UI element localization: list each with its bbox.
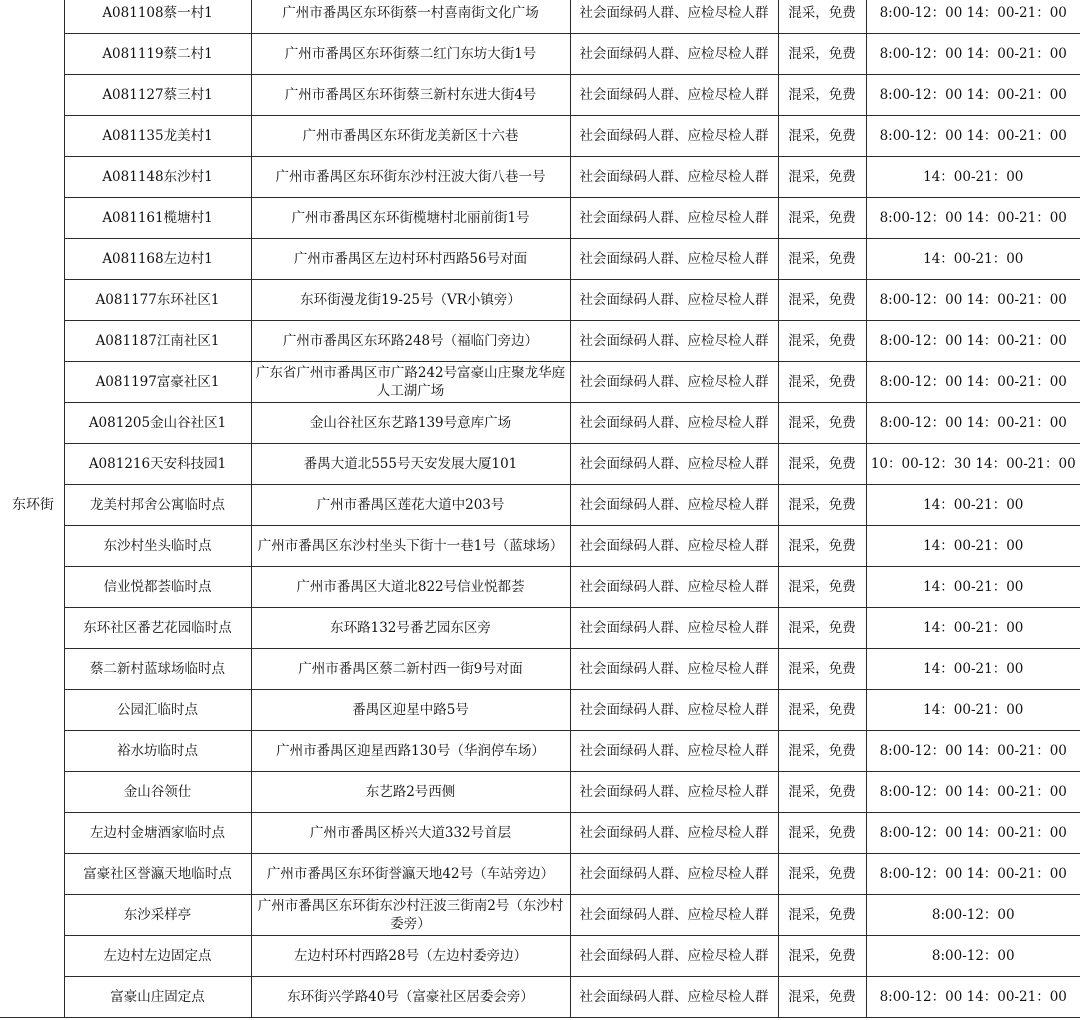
site-name-cell: 左边村左边固定点	[64, 936, 251, 977]
site-name-cell: A081177东环社区1	[64, 280, 251, 321]
service-hours-cell: 8:00-12：00 14：00-21：00	[866, 0, 1080, 34]
sampling-method-cell: 混采，免费	[778, 403, 866, 444]
service-hours-cell: 14：00-21：00	[866, 485, 1080, 526]
target-crowd-cell: 社会面绿码人群、应检尽检人群	[570, 649, 778, 690]
sampling-method-cell: 混采，免费	[778, 280, 866, 321]
table-row	[0, 854, 1080, 895]
site-name-cell: 富豪山庄固定点	[64, 977, 251, 1018]
address-cell: 广州市番禺区东沙村坐头下街十一巷1号（蓝球场）	[251, 526, 570, 567]
site-name-cell: A081168左边村1	[64, 239, 251, 280]
address-cell: 广州市番禺区东环街蔡三新村东进大街4号	[251, 75, 570, 116]
sampling-method-cell: 混采，免费	[778, 977, 866, 1018]
address-cell: 左边村环村西路28号（左边村委旁边）	[251, 936, 570, 977]
table-row	[0, 567, 1080, 608]
address-cell: 广州市番禺区迎星西路130号（华润停车场）	[251, 731, 570, 772]
table-row	[0, 772, 1080, 813]
sampling-method-cell: 混采，免费	[778, 485, 866, 526]
service-hours-cell: 14：00-21：00	[866, 157, 1080, 198]
sampling-method-cell: 混采，免费	[778, 567, 866, 608]
sampling-method-cell: 混采，免费	[778, 936, 866, 977]
service-hours-cell: 14：00-21：00	[866, 608, 1080, 649]
site-name-cell: A081205金山谷社区1	[64, 403, 251, 444]
table-row	[0, 485, 1080, 526]
address-cell: 东艺路2号西侧	[251, 772, 570, 813]
table-row	[0, 0, 1080, 34]
address-cell: 广州市番禺区东环街龙美新区十六巷	[251, 116, 570, 157]
table-row	[0, 526, 1080, 567]
target-crowd-cell: 社会面绿码人群、应检尽检人群	[570, 34, 778, 75]
site-name-cell: 公园汇临时点	[64, 690, 251, 731]
address-cell: 东环街兴学路40号（富豪社区居委会旁）	[251, 977, 570, 1018]
target-crowd-cell: 社会面绿码人群、应检尽检人群	[570, 526, 778, 567]
sampling-method-cell: 混采，免费	[778, 649, 866, 690]
site-name-cell: A081135龙美村1	[64, 116, 251, 157]
site-name-cell: 富豪社区誉瀛天地临时点	[64, 854, 251, 895]
target-crowd-cell: 社会面绿码人群、应检尽检人群	[570, 0, 778, 34]
target-crowd-cell: 社会面绿码人群、应检尽检人群	[570, 403, 778, 444]
address-cell: 广州市番禺区东环街东沙村汪波大街八巷一号	[251, 157, 570, 198]
site-name-cell: A081127蔡三村1	[64, 75, 251, 116]
table-row	[0, 403, 1080, 444]
service-hours-cell: 8:00-12：00 14：00-21：00	[866, 116, 1080, 157]
service-hours-cell: 8:00-12：00 14：00-21：00	[866, 772, 1080, 813]
address-cell: 广州市番禺区东环街东沙村汪波三街南2号（东沙村委旁）	[251, 895, 570, 936]
sampling-method-cell: 混采，免费	[778, 731, 866, 772]
sampling-method-cell: 混采，免费	[778, 116, 866, 157]
sampling-method-cell: 混采，免费	[778, 198, 866, 239]
site-name-cell: 龙美村邦舍公寓临时点	[64, 485, 251, 526]
sampling-method-cell: 混采，免费	[778, 608, 866, 649]
target-crowd-cell: 社会面绿码人群、应检尽检人群	[570, 75, 778, 116]
site-name-cell: A081197富豪社区1	[64, 362, 251, 403]
sampling-method-cell: 混采，免费	[778, 362, 866, 403]
service-hours-cell: 8:00-12：00 14：00-21：00	[866, 403, 1080, 444]
sampling-method-cell: 混采，免费	[778, 690, 866, 731]
table-row	[0, 75, 1080, 116]
site-name-cell: 金山谷领仕	[64, 772, 251, 813]
target-crowd-cell: 社会面绿码人群、应检尽检人群	[570, 362, 778, 403]
address-cell: 东环路132号番艺园东区旁	[251, 608, 570, 649]
target-crowd-cell: 社会面绿码人群、应检尽检人群	[570, 854, 778, 895]
service-hours-cell: 8:00-12：00 14：00-21：00	[866, 198, 1080, 239]
address-cell: 广州市番禺区莲花大道中203号	[251, 485, 570, 526]
target-crowd-cell: 社会面绿码人群、应检尽检人群	[570, 936, 778, 977]
sampling-method-cell: 混采，免费	[778, 444, 866, 485]
site-name-cell: A081108蔡一村1	[64, 0, 251, 34]
service-hours-cell: 14：00-21：00	[866, 567, 1080, 608]
service-hours-cell: 8:00-12：00 14：00-21：00	[866, 75, 1080, 116]
site-name-cell: A081148东沙村1	[64, 157, 251, 198]
sampling-method-cell: 混采，免费	[778, 75, 866, 116]
table-row	[0, 608, 1080, 649]
site-name-cell: 左边村金塘酒家临时点	[64, 813, 251, 854]
service-hours-cell: 8:00-12：00	[866, 895, 1080, 936]
address-cell: 广州市番禺区东环街蔡二红门东坊大街1号	[251, 34, 570, 75]
address-cell: 番禺区迎星中路5号	[251, 690, 570, 731]
table-row	[0, 34, 1080, 75]
service-hours-cell: 8:00-12：00 14：00-21：00	[866, 362, 1080, 403]
site-name-cell: 蔡二新村蓝球场临时点	[64, 649, 251, 690]
target-crowd-cell: 社会面绿码人群、应检尽检人群	[570, 444, 778, 485]
address-cell: 广州市番禺区东环街蔡一村喜南街文化广场	[251, 0, 570, 34]
site-name-cell: 东沙村坐头临时点	[64, 526, 251, 567]
table-row	[0, 895, 1080, 936]
table-row	[0, 362, 1080, 403]
site-name-cell: A081216天安科技园1	[64, 444, 251, 485]
table-row	[0, 198, 1080, 239]
sampling-method-cell: 混采，免费	[778, 0, 866, 34]
target-crowd-cell: 社会面绿码人群、应检尽检人群	[570, 198, 778, 239]
target-crowd-cell: 社会面绿码人群、应检尽检人群	[570, 977, 778, 1018]
service-hours-cell: 14：00-21：00	[866, 690, 1080, 731]
sampling-method-cell: 混采，免费	[778, 854, 866, 895]
address-cell: 广州市番禺区蔡二新村西一街9号对面	[251, 649, 570, 690]
address-cell: 广州市番禺区东环街誉瀛天地42号（车站旁边）	[251, 854, 570, 895]
site-name-cell: A081119蔡二村1	[64, 34, 251, 75]
target-crowd-cell: 社会面绿码人群、应检尽检人群	[570, 280, 778, 321]
site-name-cell: 东沙采样亭	[64, 895, 251, 936]
table-row	[0, 157, 1080, 198]
address-cell: 金山谷社区东艺路139号意库广场	[251, 403, 570, 444]
service-hours-cell: 8:00-12：00 14：00-21：00	[866, 280, 1080, 321]
service-hours-cell: 10：00-12：30 14：00-21：00	[866, 444, 1080, 485]
target-crowd-cell: 社会面绿码人群、应检尽检人群	[570, 321, 778, 362]
sampling-method-cell: 混采，免费	[778, 34, 866, 75]
target-crowd-cell: 社会面绿码人群、应检尽检人群	[570, 608, 778, 649]
table-row	[0, 813, 1080, 854]
site-name-cell: A081187江南社区1	[64, 321, 251, 362]
service-hours-cell: 14：00-21：00	[866, 239, 1080, 280]
table-row	[0, 690, 1080, 731]
service-hours-cell: 8:00-12：00 14：00-21：00	[866, 813, 1080, 854]
address-cell: 广州市番禺区桥兴大道332号首层	[251, 813, 570, 854]
target-crowd-cell: 社会面绿码人群、应检尽检人群	[570, 157, 778, 198]
address-cell: 番禺大道北555号天安发展大厦101	[251, 444, 570, 485]
service-hours-cell: 14：00-21：00	[866, 526, 1080, 567]
address-cell: 广州市番禺区东环路248号（福临门旁边）	[251, 321, 570, 362]
site-name-cell: 裕水坊临时点	[64, 731, 251, 772]
sampling-method-cell: 混采，免费	[778, 895, 866, 936]
service-hours-cell: 14：00-21：00	[866, 649, 1080, 690]
table-row	[0, 936, 1080, 977]
table-row	[0, 321, 1080, 362]
address-cell: 广东省广州市番禺区市广路242号富豪山庄聚龙华庭人工湖广场	[251, 362, 570, 403]
address-cell: 广州市番禺区东环街榄塘村北丽前街1号	[251, 198, 570, 239]
target-crowd-cell: 社会面绿码人群、应检尽检人群	[570, 772, 778, 813]
site-name-cell: A081161榄塘村1	[64, 198, 251, 239]
target-crowd-cell: 社会面绿码人群、应检尽检人群	[570, 895, 778, 936]
address-cell: 广州市番禺区左边村环村西路56号对面	[251, 239, 570, 280]
service-hours-cell: 8:00-12：00 14：00-21：00	[866, 854, 1080, 895]
target-crowd-cell: 社会面绿码人群、应检尽检人群	[570, 690, 778, 731]
sampling-method-cell: 混采，免费	[778, 772, 866, 813]
sampling-method-cell: 混采，免费	[778, 321, 866, 362]
address-cell: 东环街漫龙街19-25号（VR小镇旁）	[251, 280, 570, 321]
service-hours-cell: 8:00-12：00 14：00-21：00	[866, 731, 1080, 772]
target-crowd-cell: 社会面绿码人群、应检尽检人群	[570, 813, 778, 854]
target-crowd-cell: 社会面绿码人群、应检尽检人群	[570, 567, 778, 608]
table-row	[0, 731, 1080, 772]
service-hours-cell: 8:00-12：00 14：00-21：00	[866, 34, 1080, 75]
table-row	[0, 239, 1080, 280]
site-name-cell: 信业悦都荟临时点	[64, 567, 251, 608]
table-row	[0, 977, 1080, 1018]
sampling-method-cell: 混采，免费	[778, 239, 866, 280]
target-crowd-cell: 社会面绿码人群、应检尽检人群	[570, 116, 778, 157]
sampling-method-cell: 混采，免费	[778, 813, 866, 854]
table-row	[0, 116, 1080, 157]
sampling-method-cell: 混采，免费	[778, 157, 866, 198]
table-row	[0, 649, 1080, 690]
sampling-method-cell: 混采，免费	[778, 526, 866, 567]
target-crowd-cell: 社会面绿码人群、应检尽检人群	[570, 731, 778, 772]
table-row	[0, 280, 1080, 321]
district-cell: 东环街	[0, 0, 64, 1018]
table-row	[0, 444, 1080, 485]
service-hours-cell: 8:00-12：00	[866, 936, 1080, 977]
address-cell: 广州市番禺区大道北822号信业悦都荟	[251, 567, 570, 608]
service-hours-cell: 8:00-12：00 14：00-21：00	[866, 977, 1080, 1018]
site-name-cell: 东环社区番艺花园临时点	[64, 608, 251, 649]
service-hours-cell: 8:00-12：00 14：00-21：00	[866, 321, 1080, 362]
target-crowd-cell: 社会面绿码人群、应检尽检人群	[570, 239, 778, 280]
target-crowd-cell: 社会面绿码人群、应检尽检人群	[570, 485, 778, 526]
